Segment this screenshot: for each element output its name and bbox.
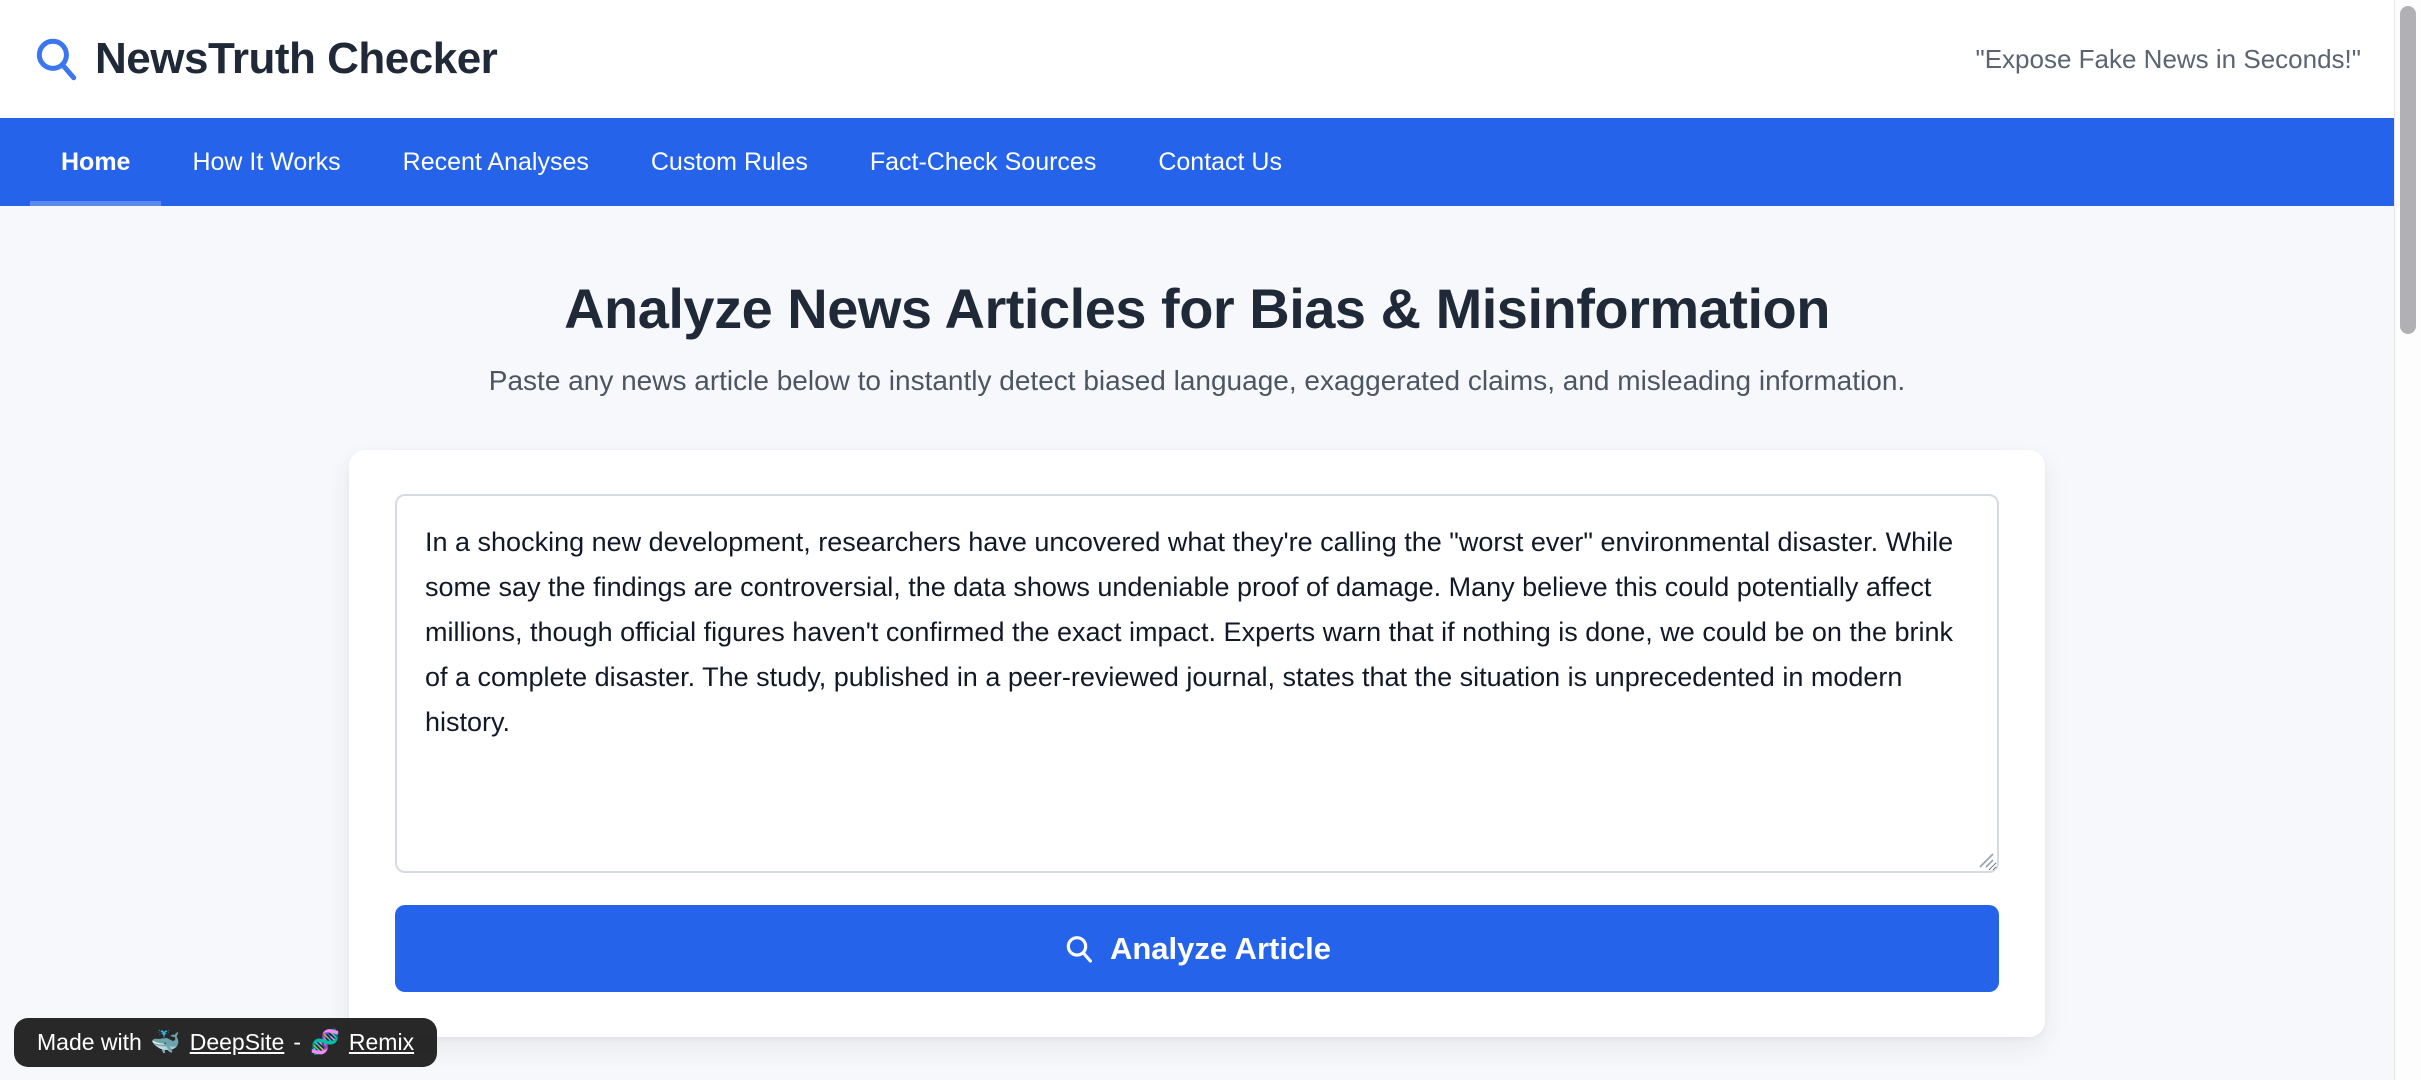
main-nav bbox=[0, 118, 2394, 206]
search-logo-icon bbox=[31, 33, 81, 85]
header bbox=[0, 0, 2394, 118]
article-textarea[interactable] bbox=[395, 494, 1999, 873]
scrollbar-track[interactable] bbox=[2394, 0, 2421, 1080]
remix-link[interactable]: Remix bbox=[348, 1029, 415, 1055]
made-with-badge bbox=[14, 1018, 437, 1067]
nav-item-fact-check-sources[interactable]: Fact-Check Sources bbox=[869, 147, 1097, 176]
site-title: NewsTruth Checker bbox=[95, 34, 498, 83]
analyze-article-button[interactable] bbox=[395, 905, 1999, 992]
deepsite-link[interactable]: DeepSite bbox=[189, 1029, 285, 1055]
analyze-button-label: Analyze Article bbox=[1109, 930, 1332, 966]
badge-prefix: Made with bbox=[37, 1029, 142, 1055]
hero-section bbox=[0, 276, 2394, 397]
scrollbar-thumb[interactable] bbox=[2400, 6, 2416, 334]
search-icon bbox=[1063, 933, 1095, 965]
page-title: Analyze News Articles for Bias & Misinformation bbox=[564, 277, 1830, 340]
nav-item-recent-analyses[interactable]: Recent Analyses bbox=[402, 147, 589, 176]
nav-item-contact-us[interactable]: Contact Us bbox=[1158, 147, 1282, 176]
nav-item-home[interactable]: Home bbox=[30, 118, 161, 206]
badge-separator: - bbox=[293, 1029, 302, 1055]
dna-icon: 🧬 bbox=[310, 1028, 340, 1056]
article-input-wrap bbox=[395, 494, 1999, 873]
analyzer-card bbox=[349, 450, 2045, 1037]
whale-icon: 🐳 bbox=[150, 1028, 181, 1056]
nav-item-how-it-works[interactable]: How It Works bbox=[192, 147, 341, 176]
site-tagline: "Expose Fake News in Seconds!" bbox=[1975, 43, 2361, 74]
page-subtitle: Paste any news article below to instantly detect biased language, exaggerated claims, and misleading information. bbox=[488, 365, 1906, 396]
nav-item-custom-rules[interactable]: Custom Rules bbox=[650, 147, 808, 176]
